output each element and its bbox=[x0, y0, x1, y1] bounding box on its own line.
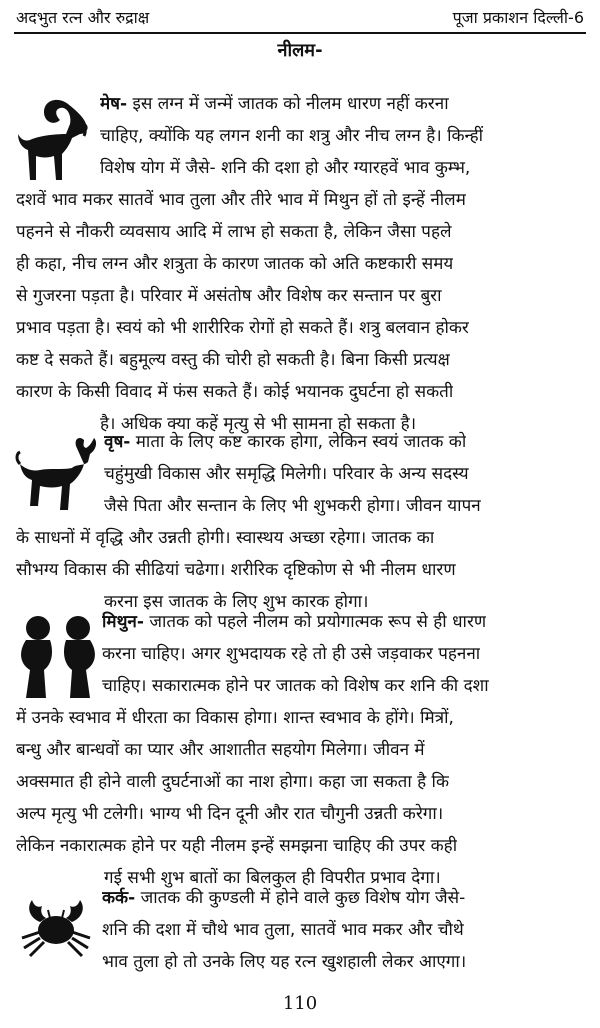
text-line: शनि की दशा में चौथे भाव तुला, सातवें भाव मकर और चौथे bbox=[102, 920, 464, 940]
text-line: गई सभी शुभ बातों का बिलकुल ही विपरीत प्रभाव देगा। bbox=[104, 868, 441, 888]
entry-gemini: मिथुन- जातक को पहले नीलम को प्रयोगात्मक रूप से ही धारण करना चाहिए। अगर शुभदायक रहे तो ही उसे जड़वाकर पहनना चाहिए। सकारात्मक होने पर जातक को विशेष कर शनि की दशा में उनके स्वभाव में धीरता का विकास होगा। शान्त स्वभाव के होंगे। मित्रों, बन्धु और बान्धवों का प्यार और आशातीत सहयोग मिलेगा। जीवन में अक्समात ही होने वाली दुघर्टनाओं का नाश होगा। कहा जा सकता है कि अल्प मृत्यु भी टलेगी। भाग्य भी दिन दूनी और रात चौगुनी उन्नती करेगा। लेकिन नकारात्मक होने पर यही नीलम इन्हें समझना चाहिए की उपर कही गई सभी शुभ बातों का बिलकुल ही विपरीत प्रभाव देगा। bbox=[0, 606, 600, 894]
text-line: भाव तुला हो तो उनके लिए यह रत्न खुशहाली लेकर आएगा। bbox=[102, 952, 467, 972]
text-line: है। अधिक क्या कहें मृत्यु से भी सामना हो सकता है। bbox=[100, 414, 417, 434]
text-line: चाहिए, क्योंकि यह लगन शनी का शत्रु और नीच लग्न है। किन्हीं bbox=[100, 126, 484, 146]
entry-taurus: वृष- माता के लिए कष्ट कारक होगा, लेकिन स्वयं जातक को चहुंमुखी विकास और समृद्धि मिलेगी। परिवार के अन्य सदस्य जैसे पिता और सन्तान के लिए भी शुभकरी होगा। जीवन यापन के साधनों में वृद्धि और उन्नती होगी। स्वास्थय अच्छा रहेगा। जातक का सौभग्य विकास की सीढियां चढेगा। शरीरिक दृष्टिकोण से भी नीलम धारण करना इस जातक के लिए शुभ कारक होगा। bbox=[0, 426, 600, 618]
text-line: प्रभाव पड़ता है। स्वयं को भी शारीरिक रोगों हो सकते हैं। शत्रु बलवान होकर bbox=[16, 318, 469, 338]
entry-aries: मेष- इस लग्न में जन्में जातक को नीलम धारण नहीं करना चाहिए, क्योंकि यह लगन शनी का शत्रु और नीच लग्न है। किन्हीं विशेष योग में जैसे- शनि की दशा हो और ग्यारहवें भाव कुम्भ, दशवें भाव मकर सातवें भाव तुला और तीरे भाव में मिथुन हों तो इन्हें नीलम पहनने से नौकरी व्यवसाय आदि में लाभ हो सकता है, लेकिन जैसा पहले ही कहा, नीच लग्न और शत्रुता के कारण जातक को अति कष्टकारी समय से गुजरना पड़ता है। परिवार में असंतोष और विशेष कर सन्तान पर बुरा प्रभाव पड़ता है। स्वयं को भी शारीरिक रोगों हो सकते हैं। शत्रु बलवान होकर कष्ट दे सकते हैं। बहुमूल्य वस्तु की चोरी हो सकती है। बिना किसी प्रत्यक्ष कारण के किसी विवाद में फंस सकते हैं। कोई भयानक दुघर्टना हो सकती है। अधिक क्या कहें मृत्यु से भी सामना हो सकता है। bbox=[0, 88, 600, 440]
text-line: ही कहा, नीच लग्न और शत्रुता के कारण जातक को अति कष्टकारी समय bbox=[16, 254, 454, 274]
text-line: चाहिए। सकारात्मक होने पर जातक को विशेष कर शनि की दशा bbox=[102, 676, 489, 696]
text-line: दशवें भाव मकर सातवें भाव तुला और तीरे भाव में मिथुन हों तो इन्हें नीलम bbox=[16, 190, 466, 210]
header-rule bbox=[14, 32, 586, 34]
text-line: करना इस जातक के लिए शुभ कारक होगा। bbox=[104, 592, 369, 612]
section-title: नीलम- bbox=[277, 40, 323, 61]
text-line: में उनके स्वभाव में धीरता का विकास होगा। शान्त स्वभाव के होंगे। मित्रों, bbox=[16, 708, 454, 728]
entry-cancer: कर्क- जातक की कुण्डली में होने वाले कुछ विशेष योग जैसे- शनि की दशा में चौथे भाव तुला, सातवें भाव मकर और चौथे भाव तुला हो तो उनके लिए यह रत्न खुशहाली लेकर आएगा। bbox=[0, 882, 600, 978]
bull-icon bbox=[14, 434, 102, 514]
book-title: अदभुत रत्न और रुद्राक्ष bbox=[16, 8, 150, 27]
sign-name-gemini: मिथुन- bbox=[102, 612, 144, 632]
twins-icon bbox=[16, 612, 100, 702]
publisher-name: पूजा प्रकाशन दिल्ली-6 bbox=[452, 8, 584, 27]
text-line: जैसे पिता और सन्तान के लिए भी शुभकरी होगा। जीवन यापन bbox=[104, 496, 481, 516]
page-number: 110 bbox=[282, 993, 318, 1014]
text-line: पहनने से नौकरी व्यवसाय आदि में लाभ हो सकता है, लेकिन जैसा पहले bbox=[16, 222, 452, 242]
text-line: से गुजरना पड़ता है। परिवार में असंतोष और विशेष कर सन्तान पर बुरा bbox=[16, 286, 442, 306]
text-line: विशेष योग में जैसे- शनि की दशा हो और ग्यारहवें भाव कुम्भ, bbox=[100, 158, 471, 178]
text-line: बन्धु और बान्धवों का प्यार और आशातीत सहयोग मिलेगा। जीवन में bbox=[16, 740, 425, 760]
text-line: सौभग्य विकास की सीढियां चढेगा। शरीरिक दृष्टिकोण से भी नीलम धारण bbox=[16, 560, 456, 580]
text-line: अल्प मृत्यु भी टलेगी। भाग्य भी दिन दूनी और रात चौगुनी उन्नती करेगा। bbox=[16, 804, 444, 824]
text-line: कष्ट दे सकते हैं। बहुमूल्य वस्तु की चोरी हो सकती है। बिना किसी प्रत्यक्ष bbox=[16, 350, 450, 370]
text-line: चहुंमुखी विकास और समृद्धि मिलेगी। परिवार के अन्य सदस्य bbox=[104, 464, 469, 484]
crab-icon bbox=[16, 892, 96, 964]
text-line: अक्समात ही होने वाली दुघर्टनाओं का नाश होगा। कहा जा सकता है कि bbox=[16, 772, 450, 792]
ram-icon bbox=[14, 94, 96, 186]
running-header bbox=[16, 6, 584, 30]
text-line: के साधनों में वृद्धि और उन्नती होगी। स्वास्थय अच्छा रहेगा। जातक का bbox=[16, 528, 435, 548]
text-line: कारण के किसी विवाद में फंस सकते हैं। कोई भयानक दुघर्टना हो सकती bbox=[16, 382, 454, 402]
text-line: लेकिन नकारात्मक होने पर यही नीलम इन्हें समझना चाहिए की उपर कही bbox=[16, 836, 458, 856]
sign-name-taurus: वृष- bbox=[104, 432, 131, 452]
sign-name-aries: मेष- bbox=[100, 94, 128, 114]
sign-name-cancer: कर्क- bbox=[102, 888, 136, 908]
text-line: करना चाहिए। अगर शुभदायक रहे तो ही उसे जड़वाकर पहनना bbox=[102, 644, 481, 664]
